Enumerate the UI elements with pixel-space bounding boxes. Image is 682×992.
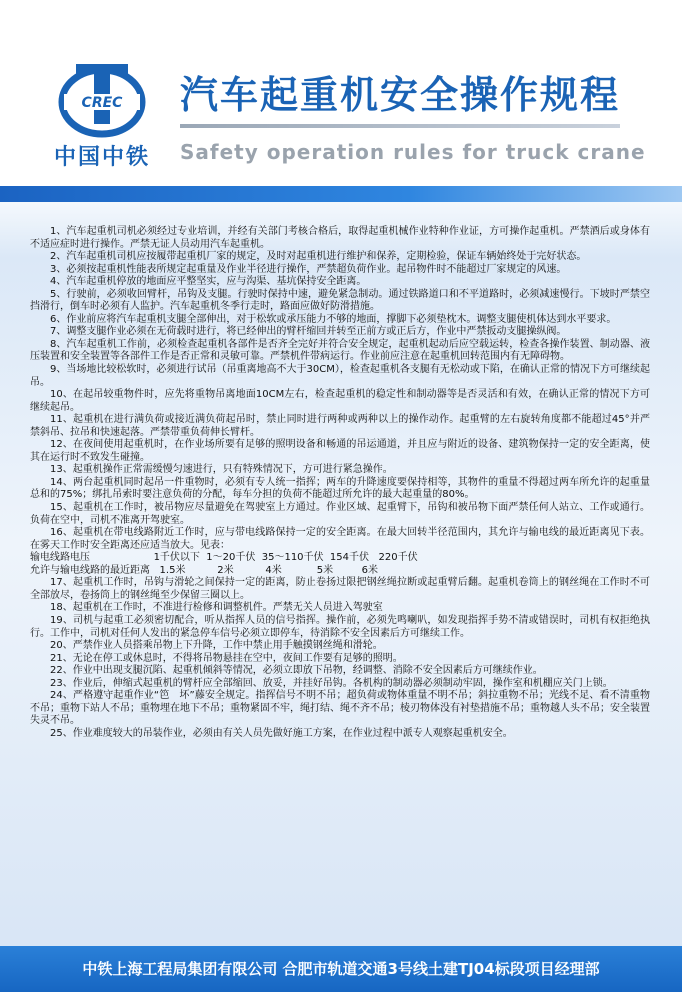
- rule-item: 21、无论在停工或休息时，不得将吊物悬挂在空中，夜间工作要有足够的照明。: [50, 652, 403, 664]
- footer-organization: 中铁上海工程局集团有限公司 合肥市轨道交通3号线土建TJ04标段项目经理部: [82, 960, 600, 978]
- rule-item: 19、司机与起重工必须密切配合，听从指挥人员的信号指挥。操作前，必须先鸣喇叭，如发现指挥手势不清或错误时，司机有权拒绝执行。工作中，司机对任何人发出的紧急停车信号必须立即停车，待消除不安全因素后方可继续工作。: [30, 614, 650, 639]
- rule-item: 8、汽车起重机工作前，必须检查起重机各部件是否齐全完好并符合安全规定，起重机起动后应空载运转，检查各操作装置、制动器、液压装置和安全装置等各部件工作是否正常和灵敏可靠。严禁机件带病运行。作业前应注意在起重机回转范围内有无障碍物。: [30, 338, 650, 363]
- rule-item: 14、两台起重机同时起吊一件重物时，必须有专人统一指挥；两车的升降速度要保持相等，其物件的重量不得超过两车所允许的起重量总和的75%；绑扎吊索时要注意负荷的分配，每车分担的负荷不能超过所允许的最大起重量的80%。: [30, 476, 650, 501]
- rule-item: 16、起重机在带电线路附近工作时，应与带电线路保持一定的安全距离。在最大回转半径范围内，其允许与输电线的最近距离见下表。在雾天工作时安全距离还应适当放大。见表：: [30, 527, 650, 551]
- rule-item: 1、汽车起重机司机必须经过专业培训，并经有关部门考核合格后，取得起重机械作业特种作业证，方可操作起重机。严禁酒后或身体有不适应症时进行操作。严禁无证人员动用汽车起重机。: [30, 226, 650, 250]
- rule-item: 18、起重机在工作时，不准进行检修和调整机件。严禁无关人员进入驾驶室: [50, 602, 383, 614]
- rule-item: 7、调整支腿作业必须在无荷载时进行，将已经伸出的臂杆缩回并转至正前方或正后方，作业中严禁扳动支腿操纵阀。: [50, 326, 567, 338]
- rule-item: 25、作业难度较大的吊装作业，必须由有关人员先做好施工方案，在作业过程中派专人观察起重机安全。: [50, 727, 513, 739]
- distance-table-voltage-row: 输电线路电压 1千伏以下 1～20千伏 35～110千伏 154千伏 220千伏: [30, 552, 418, 564]
- title-divider: [180, 124, 620, 128]
- poster-header: [0, 0, 682, 188]
- rule-item: 3、必须按起重机性能表所规定起重量及作业半径进行操作，严禁超负荷作业。起吊物件时不能超过厂家规定的风速。: [50, 263, 567, 275]
- rule-item: 24、严格遵守起重作业“笆 坏”藤安全规定。指挥信号不明不吊；超负荷或物体重量不明不吊；斜拉重物不吊；光线不足、看不清重物不吊；重物下站人不吊；重物埋在地下不吊；重物紧固不牢，绳打结、绳不齐不吊；棱刃物体没有衬垫措施不吊；重物越人头不吊；安全装置失灵不吊。: [30, 690, 650, 727]
- rule-item: 15、起重机在工作时，被吊物应尽量避免在驾驶室上方通过。作业区域、起重臂下，吊钩和被吊物下面严禁任何人站立、工作或通行。负荷在空中，司机不准离开驾驶室。: [30, 502, 650, 526]
- page-subtitle: Safety operation rules for truck crane: [180, 140, 646, 164]
- rule-item: 5、行驶前，必须收回臂杆，吊钩及支腿。行驶时保持中速，避免紧急制动。通过铁路道口和不平道路时，必须减速慢行。下坡时严禁空挡滑行，倒车时必须有人监护。汽车起重机冬季行走时，路面应做好防滑措施。: [30, 288, 650, 313]
- rule-item: 17、起重机工作时，吊钩与滑轮之间保持一定的距离，防止卷扬过限把钢丝绳拉断或起重臂后翻。起重机卷筒上的钢丝绳在工作时不可全部放尽，卷扬筒上的钢丝绳至少保留三圈以上。: [30, 577, 650, 601]
- rule-item: 20、严禁作业人员搭乘吊物上下升降，工作中禁止用手触摸钢丝绳和滑轮。: [50, 640, 383, 652]
- logo-mark-text: CREC: [81, 95, 123, 111]
- rules-body: [30, 226, 650, 926]
- rule-item: 4、汽车起重机停放的地面应平整坚实，应与沟渠、基坑保持安全距离。: [50, 276, 367, 288]
- rule-item: 2、汽车起重机司机应按履带起重机厂家的规定，及时对起重机进行维护和保养，定期检验，保证车辆始终处于完好状态。: [50, 251, 587, 263]
- rule-item: 12、在夜间使用起重机时，在作业场所要有足够的照明设备和畅通的吊运通道，并且应与附近的设备、建筑物保持一定的安全距离，使其在运行时不致发生碰撞。: [30, 439, 650, 463]
- rule-item: 10、在起吊较重物件时，应先将重物吊离地面10CM左右，检查起重机的稳定性和制动器等是否灵活和有效，在确认正常的情况下方可继续起吊。: [30, 389, 650, 413]
- logo-text: 中国中铁: [53, 145, 150, 170]
- rule-item: 11、起重机在进行满负荷或接近满负荷起吊时，禁止同时进行两种或两种以上的操作动作。起重臂的左右旋转角度都不能超过45°并严禁斜吊、拉吊和快速起落。严禁带重负荷伸长臂杆。: [30, 414, 650, 438]
- crec-logo-icon: [54, 60, 150, 140]
- distance-table-distance-row: 允许与输电线路的最近距离 1.5米 2米 4米 5米 6米: [30, 564, 379, 576]
- poster-footer: [0, 946, 682, 992]
- rule-item: 6、作业前应将汽车起重机支腿全部伸出，对于松软或承压能力不够的地面，撑脚下必须垫枕木。调整支腿使机体达到水平要求。: [50, 313, 617, 325]
- rule-item: 13、起重机操作正常需缓慢匀速进行，只有特殊情况下，方可进行紧急操作。: [50, 464, 393, 476]
- rule-item: 23、作业后，伸缩式起重机的臂杆应全部缩回、放妥，并挂好吊钩。各机构的制动器必须制动牢固，操作室和机棚应关门上锁。: [50, 677, 613, 689]
- rule-item: 22、作业中出现支腿沉陷、起重机倾斜等情况，必须立即放下吊物，经调整、消除不安全因素后方可继续作业。: [50, 665, 543, 677]
- header-band: [0, 186, 682, 202]
- rule-item: 9、当场地比较松软时，必须进行试吊（吊重离地高不大于30CM），检查起重机各支腿有无松动或下陷，在确认正常的情况下方可继续起吊。: [30, 364, 650, 388]
- page-title: 汽车起重机安全操作规程: [180, 73, 621, 117]
